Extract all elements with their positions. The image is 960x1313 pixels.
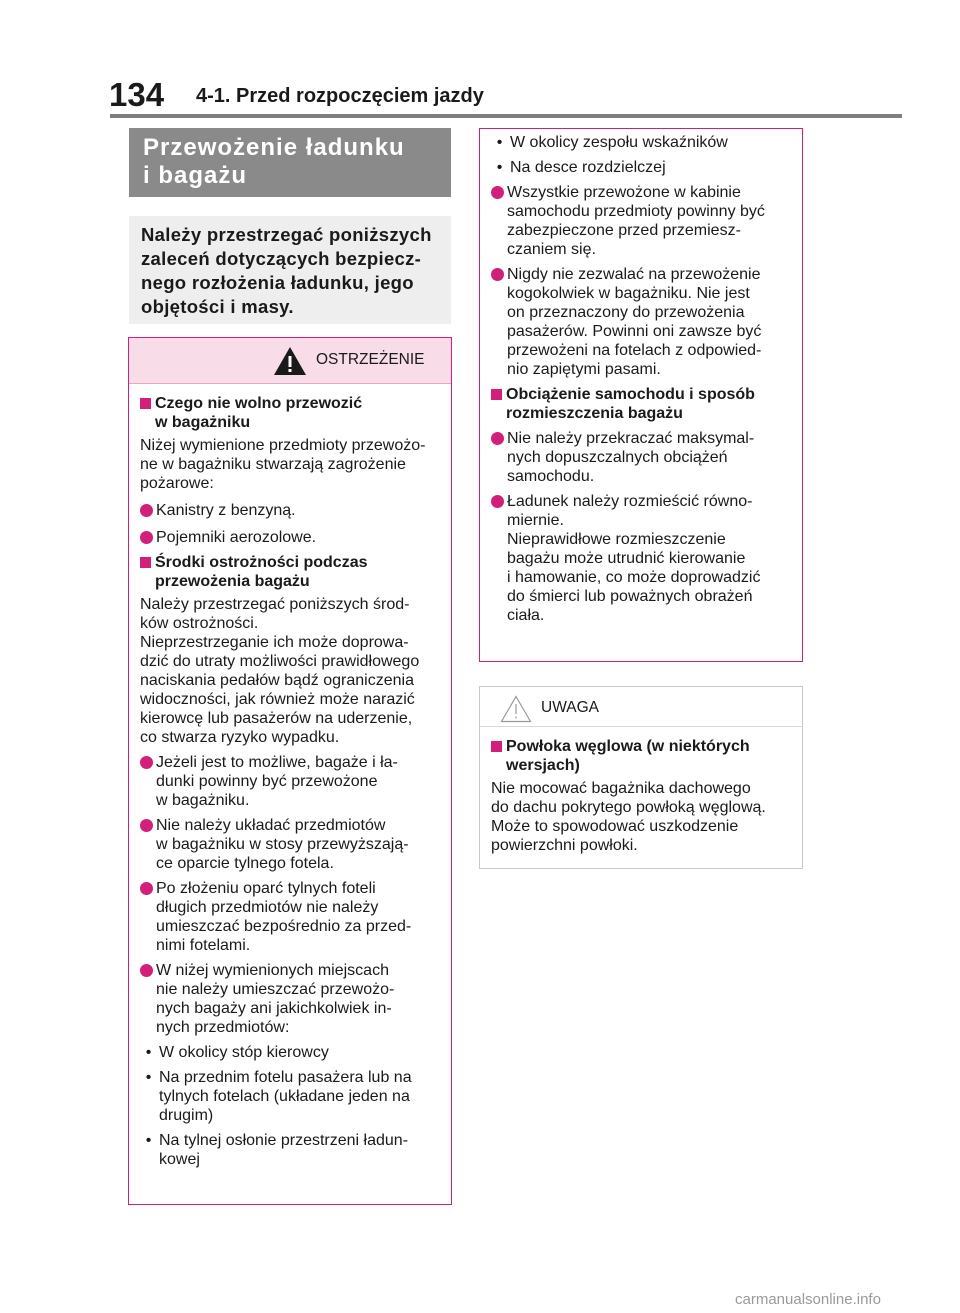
list-item-line: nio zapiętymi pasami.: [507, 361, 661, 378]
subheading: [140, 553, 443, 591]
paragraph-line: Nieprzestrzeganie ich może doprowa-: [140, 634, 409, 651]
chapter-title: 4-1. Przed rozpoczęciem jazdy: [196, 85, 484, 107]
list-item-line: Kanistry z benzyną.: [156, 502, 296, 519]
intro-box: [129, 216, 451, 324]
caution-box: [479, 686, 803, 869]
list-item-line: nie należy umieszczać przewożo-: [156, 981, 395, 998]
square-bullet-icon: [140, 398, 151, 409]
list-item-line: czaniem się.: [507, 241, 596, 258]
paragraph-line: dzić do utraty możliwości prawidłowego: [140, 653, 420, 670]
paragraph-line: ków ostrożności.: [140, 615, 259, 632]
watermark: carmanualsonline.info: [735, 1291, 881, 1308]
sub-list-item: [140, 1131, 443, 1169]
list-item-line: Wszystkie przewożone w kabinie: [507, 184, 741, 201]
intro-line: nego rozłożenia ładunku, jego: [141, 272, 414, 293]
list-item: [491, 265, 794, 379]
subheading-line: Obciążenie samochodu i sposób: [506, 386, 755, 403]
list-item: [491, 492, 794, 625]
list-item-line: w bagażniku w stosy przewyższają-: [156, 836, 409, 853]
subheading: [491, 737, 794, 775]
paragraph-line: powierzchni powłoki.: [491, 837, 638, 854]
round-bullet-icon: [140, 819, 153, 832]
square-bullet-icon: [491, 741, 502, 752]
list-item-line: nimi fotelami.: [156, 937, 251, 954]
paragraph: [140, 595, 443, 747]
paragraph-line: co stwarza ryzyko wypadku.: [140, 729, 340, 746]
warning-body: [480, 129, 802, 625]
list-item-line: umieszczać bezpośrednio za przed-: [156, 918, 412, 935]
list-item-line: Nie należy przekraczać maksymal-: [507, 430, 755, 447]
subheading-line: w bagażniku: [155, 414, 251, 431]
paragraph-line: Niżej wymienione przedmioty przewożo-: [140, 437, 426, 454]
list-item-line: przewożeni na fotelach z odpowied-: [507, 342, 762, 359]
list-item-line: ce oparcie tylnego fotela.: [156, 855, 334, 872]
round-bullet-icon: [140, 882, 153, 895]
list-item-line: ciała.: [507, 607, 545, 624]
paragraph-line: widoczności, jak również może narazić: [140, 691, 415, 708]
list-item-line: Nie należy układać przedmiotów: [156, 817, 386, 834]
list-item-line: Jeżeli jest to możliwe, bagaże i ła-: [156, 754, 398, 771]
list-item-line: długich przedmiotów nie należy: [156, 899, 379, 916]
section-title-line: i bagażu: [143, 162, 248, 189]
round-bullet-icon: [491, 432, 504, 445]
list-item-line: bagażu może utrudnić kierowanie: [507, 550, 746, 567]
warning-triangle-icon: [273, 346, 307, 381]
round-bullet-icon: [491, 186, 504, 199]
square-bullet-icon: [140, 557, 151, 568]
small-bullet-icon: •: [145, 1069, 152, 1086]
intro-line: zaleceń dotyczących bezpiecz-: [141, 248, 422, 269]
header-rule: [110, 114, 902, 118]
list-item-line: miernie.: [507, 512, 564, 529]
list-item-line: do śmierci lub poważnych obrażeń: [507, 588, 753, 605]
list-item-line: samochodu przedmioty powinny być: [507, 203, 765, 220]
subheading-line: rozmieszczenia bagażu: [506, 405, 683, 422]
square-bullet-icon: [491, 389, 502, 400]
list-item-line: on przeznaczony do przewożenia: [507, 304, 745, 321]
round-bullet-icon: [140, 756, 153, 769]
round-bullet-icon: [491, 495, 504, 508]
sub-list-item-line: W okolicy zespołu wskaźników: [510, 134, 728, 151]
paragraph-line: ne w bagażniku stwarzają zagrożenie: [140, 456, 406, 473]
list-item-line: Pojemniki aerozolowe.: [156, 529, 317, 546]
intro-line: Należy przestrzegać poniższych: [141, 224, 432, 245]
subheading-line: Środki ostrożności podczas: [155, 554, 368, 571]
warning-body: [129, 384, 451, 1169]
list-item: [140, 879, 443, 955]
list-item: [491, 429, 794, 486]
list-item-line: Nigdy nie zezwalać na przewożenie: [507, 266, 761, 283]
list-item-line: nych dopuszczalnych obciążeń: [507, 449, 728, 466]
list-item: [140, 528, 443, 547]
small-bullet-icon: •: [496, 159, 503, 176]
list-item-line: pasażerów. Powinni oni zawsze być: [507, 323, 762, 340]
page-header: [0, 0, 960, 118]
sub-list-item-line: kowej: [159, 1151, 200, 1168]
small-bullet-icon: •: [496, 134, 503, 151]
paragraph-line: Należy przestrzegać poniższych środ-: [140, 596, 410, 613]
list-item: [140, 753, 443, 810]
list-item-line: nych bagaży ani jakichkolwiek in-: [156, 1000, 392, 1017]
sub-list-item-line: Na desce rozdzielczej: [510, 159, 666, 176]
sub-list-item-line: tylnych fotelach (układane jeden na: [159, 1088, 410, 1105]
sub-list-item: [491, 133, 794, 152]
list-item-line: i hamowanie, co może doprowadzić: [507, 569, 761, 586]
list-item-line: dunki powinny być przewożone: [156, 773, 378, 790]
sub-list-item: [491, 158, 794, 177]
subheading: [140, 394, 443, 432]
section-title: [129, 128, 451, 197]
intro-line: objętości i masy.: [141, 296, 294, 317]
sub-list-item-line: Na tylnej osłonie przestrzeni ładun-: [159, 1132, 409, 1149]
list-item: [491, 183, 794, 259]
subheading-line: przewożenia bagażu: [155, 573, 310, 590]
round-bullet-icon: [491, 268, 504, 281]
list-item-line: samochodu.: [507, 468, 595, 485]
list-item-line: Ładunek należy rozmieścić równo-: [507, 493, 753, 510]
list-item-line: zabezpieczone przed przemiesz-: [507, 222, 741, 239]
paragraph: [140, 436, 443, 493]
subheading-line: wersjach): [506, 757, 580, 774]
subheading-line: Czego nie wolno przewozić: [155, 395, 363, 412]
warning-header: [129, 338, 451, 384]
paragraph-line: kierowcę lub pasażerów na uderzenie,: [140, 710, 413, 727]
paragraph-line: Może to spowodować uszkodzenie: [491, 818, 739, 835]
paragraph: [491, 779, 794, 855]
list-item: [140, 961, 443, 1037]
small-bullet-icon: •: [145, 1132, 152, 1149]
page-number: 134: [109, 76, 165, 113]
list-item: [140, 501, 443, 520]
list-item-line: kogokolwiek w bagażniku. Nie jest: [507, 285, 750, 302]
warning-box-continued: [479, 128, 803, 662]
subheading-line: Powłoka węglowa (w niektórych: [506, 738, 750, 755]
sub-list-item: [140, 1068, 443, 1125]
list-item-line: nych przedmiotów:: [156, 1019, 290, 1036]
caution-label: UWAGA: [541, 699, 599, 716]
round-bullet-icon: [140, 531, 153, 544]
list-item-line: W niżej wymienionych miejscach: [156, 962, 389, 979]
warning-label: OSTRZEŻENIE: [316, 351, 425, 368]
paragraph-line: do dachu pokrytego powłoką węglową.: [491, 799, 766, 816]
sub-list-item-line: drugim): [159, 1107, 214, 1124]
sub-list-item-line: Na przednim fotelu pasażera lub na: [159, 1069, 412, 1086]
paragraph-line: Nie mocować bagażnika dachowego: [491, 780, 751, 797]
sub-list-item-line: W okolicy stóp kierowcy: [159, 1044, 329, 1061]
sub-list-item: [140, 1043, 443, 1062]
caution-triangle-icon: [500, 695, 532, 728]
caution-body: [480, 727, 802, 855]
subheading: [491, 385, 794, 423]
list-item-line: Po złożeniu oparć tylnych foteli: [156, 880, 376, 897]
paragraph-line: pożarowe:: [140, 475, 214, 492]
section-title-line: Przewożenie ładunku: [143, 134, 405, 161]
list-item: [140, 816, 443, 873]
round-bullet-icon: [140, 504, 153, 517]
round-bullet-icon: [140, 964, 153, 977]
paragraph-line: naciskania pedałów bądź ograniczenia: [140, 672, 414, 689]
caution-header: [480, 687, 802, 727]
list-item-line: w bagażniku.: [156, 792, 250, 809]
warning-box: [128, 337, 452, 1205]
small-bullet-icon: •: [145, 1044, 152, 1061]
list-item-line: Nieprawidłowe rozmieszczenie: [507, 531, 726, 548]
